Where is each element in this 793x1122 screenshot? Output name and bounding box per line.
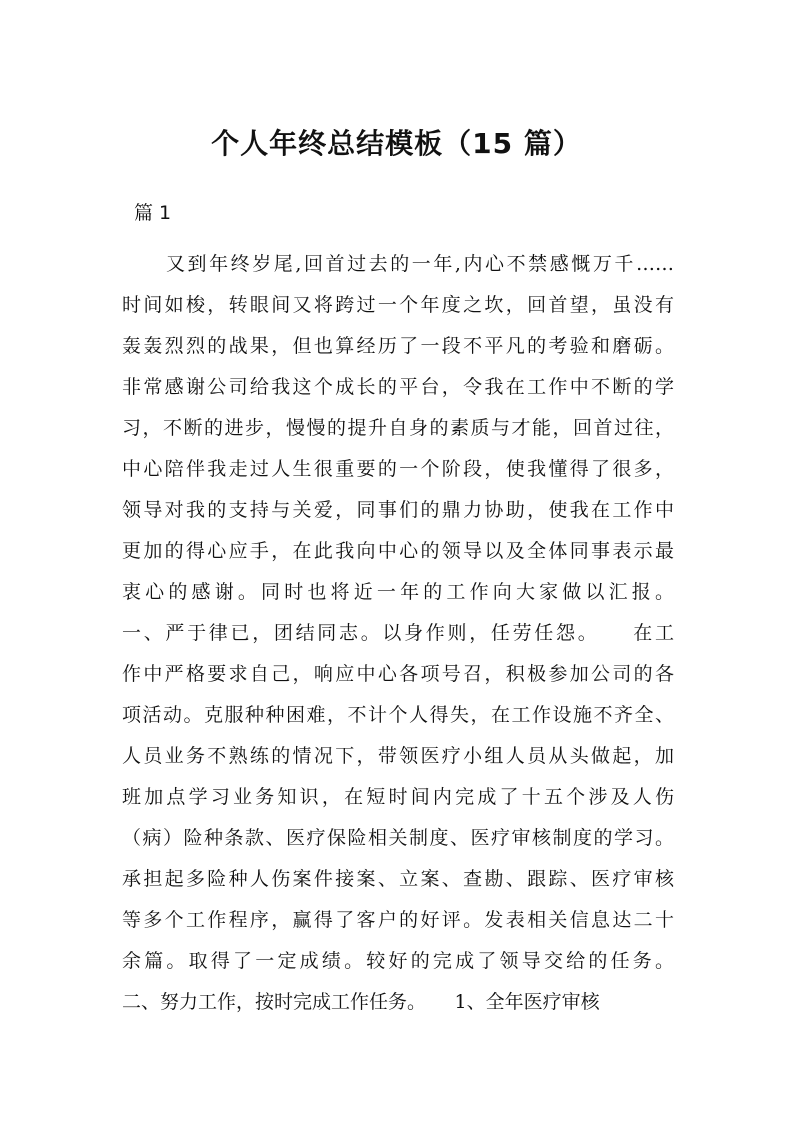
- text-line: 中心陪伴我走过人生很重要的一个阶段，使我懂得了很多，: [122, 458, 674, 480]
- text-line: 余篇。取得了一定成绩。较好的完成了领导交给的任务。: [122, 950, 674, 972]
- text-line: 班加点学习业务知识，在短时间内完成了十五个涉及人伤: [122, 786, 674, 808]
- text-line: 一、严于律已，团结同志。以身作则，任劳任怨。 在工: [122, 622, 674, 644]
- text-line: 习，不断的进步，慢慢的提升自身的素质与才能，回首过往，: [122, 417, 674, 439]
- text-line: 项活动。克服种种困难，不计个人得失，在工作设施不齐全、: [122, 704, 674, 726]
- text-line: （病）险种条款、医疗保险相关制度、医疗审核制度的学习。: [122, 827, 674, 849]
- text-line: 人员业务不熟练的情况下，带领医疗小组人员从头做起，加: [122, 745, 674, 767]
- text-line: 等多个工作程序，赢得了客户的好评。发表相关信息达二十: [122, 909, 674, 931]
- text-line: 更加的得心应手，在此我向中心的领导以及全体同事表示最: [122, 540, 674, 562]
- text-line: 作中严格要求自己，响应中心各项号召，积极参加公司的各: [122, 663, 674, 685]
- body-text: [122, 244, 674, 1023]
- text-line: 轰轰烈烈的战果，但也算经历了一段不平凡的考验和磨砺。: [122, 335, 674, 357]
- text-line: 领导对我的支持与关爱，同事们的鼎力协助，使我在工作中: [122, 499, 674, 521]
- text-line: 衷心的感谢。同时也将近一年的工作向大家做以汇报。: [122, 581, 674, 603]
- text-line: 承担起多险种人伤案件接案、立案、查勘、跟踪、医疗审核: [122, 868, 674, 890]
- text-line: 二、努力工作，按时完成工作任务。 1、全年医疗审核: [122, 991, 600, 1013]
- text-line: 时间如梭，转眼间又将跨过一个年度之坎，回首望，虽没有: [122, 294, 674, 316]
- document-title: 个人年终总结模板（15 篇）: [211, 127, 582, 160]
- text-line: 非常感谢公司给我这个成长的平台，令我在工作中不断的学: [122, 376, 674, 398]
- text-line: 又到年终岁尾,回首过去的一年,内心不禁感慨万千……: [166, 253, 674, 275]
- section-label: 篇 1: [134, 202, 172, 224]
